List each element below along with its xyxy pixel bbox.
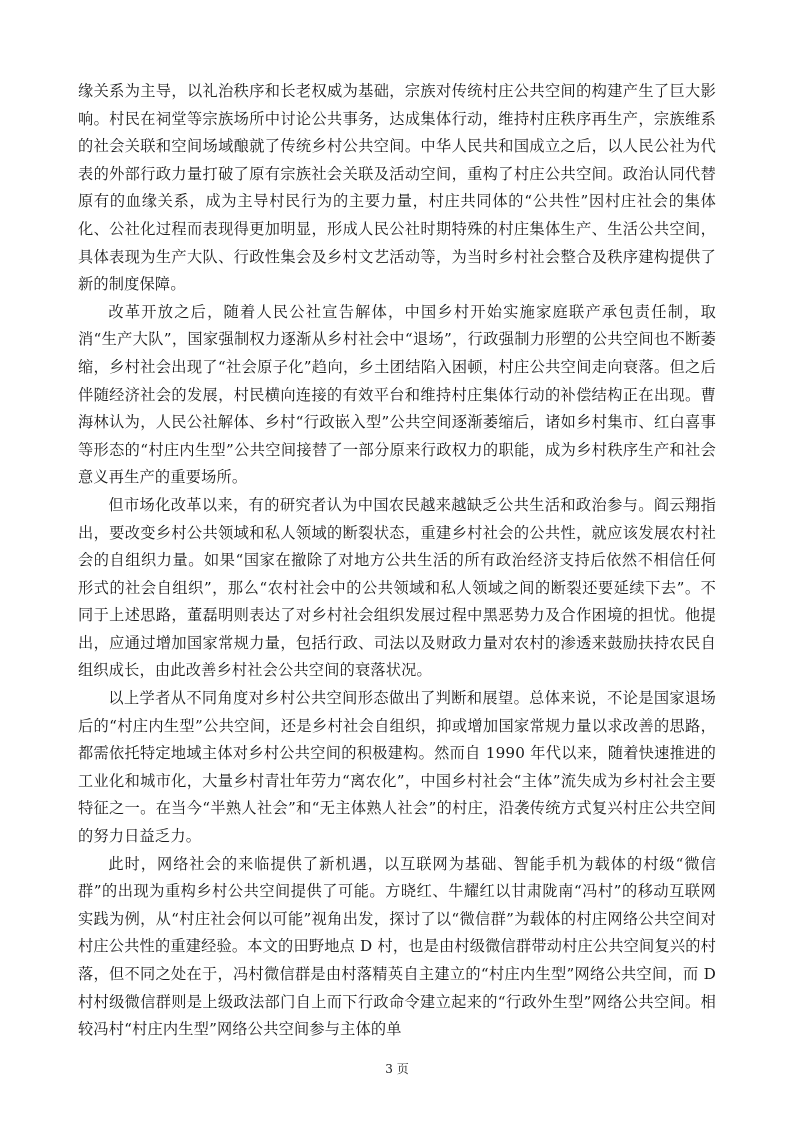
paragraph-1: 缘关系为主导，以礼治秩序和长老权威为基础，宗族对传统村庄公共空间的构建产生了巨大影响。村民在祠堂等宗族场所中讨论公共事务，达成集体行动，维持村庄秩序再生产，宗族维系的社会关联和空间场域酿就了传统乡村公共空间。中华人民共和国成立之后，以人民公社为代表的外部行政力量打破了原有宗族社会关联及活动空间，重构了村庄公共空间。政治认同代替原有的血缘关系，成为主导村民行为的主要力量，村庄共同体的“公共性”因村庄社会的集体化、公社化过程而表现得更加明显，形成人民公社时期特殊的村庄集体生产、生活公共空间，具体表现为生产大队、行政性集会及乡村文艺活动等，为当时乡村社会整合及秩序建构提供了新的制度保障。: [78, 82, 716, 294]
paragraph-2: 改革开放之后，随着人民公社宣告解体，中国乡村开始实施家庭联产承包责任制，取消“生产大队”，国家强制权力逐渐从乡村社会中“退场”，行政强制力形塑的公共空间也不断萎缩，乡村社会出现了“社会原子化”趋向，乡土团结陷入困顿，村庄公共空间走向衰落。但之后伴随经济社会的发展，村民横向连接的有效平台和维持村庄集体行动的补偿结构正在出现。曹海林认为，人民公社解体、乡村“行政嵌入型”公共空间逐渐萎缩后，诸如乡村集市、红白喜事等形态的“村庄内生型”公共空间接替了一部分原来行政权力的职能，成为乡村秩序生产和社会意义再生产的重要场所。: [78, 302, 716, 487]
document-body: [78, 78, 716, 1044]
page-number: 3 页: [385, 1062, 409, 1076]
paragraph-5: 此时，网络社会的来临提供了新机遇，以互联网为基础、智能手机为载体的村级“微信群”的出现为重构乡村公共空间提供了可能。方晓红、牛耀红以甘肃陇南“冯村”的移动互联网实践为例，从“村庄社会何以可能”视角出发，探讨了以“微信群”为载体的村庄网络公共空间对村庄公共性的重建经验。本文的田野地点 D 村，也是由村级微信群带动村庄公共空间复兴的村落，但不同之处在于，冯村微信群是由村落精英自主建立的“村庄内生型”网络公共空间，而 D 村村级微信群则是上级政法部门自上而下行政命令建立起来的“行政外生型”网络公共空间。相较冯村“村庄内生型”网络公共空间参与主体的单: [78, 854, 716, 1039]
paragraph-3: 但市场化改革以来，有的研究者认为中国农民越来越缺乏公共生活和政治参与。阎云翔指出，要改变乡村公共领域和私人领域的断裂状态，重建乡村社会的公共性，就应该发展农村社会的自组织力量。如果“国家在撤除了对地方公共生活的所有政治经济支持后依然不相信任何形式的社会自组织”，那么“农村社会中的公共领域和私人领域之间的断裂还要延续下去”。不同于上述思路，董磊明则表达了对乡村社会组织发展过程中黑恶势力及合作困境的担忧。他提出，应通过增加国家常规力量，包括行政、司法以及财政力量对农村的渗透来鼓励扶持农民自组织成长，由此改善乡村社会公共空间的衰落状况。: [78, 495, 716, 680]
paragraph-4: 以上学者从不同角度对乡村公共空间形态做出了判断和展望。总体来说，不论是国家退场后的“村庄内生型”公共空间，还是乡村社会自组织，抑或增加国家常规力量以求改善的思路，都需依托特定地域主体对乡村公共空间的积极建构。然而自 1990 年代以来，随着快速推进的工业化和城市化，大量乡村青壮年劳力“离农化”，中国乡村社会“主体”流失成为乡村社会主要特征之一。在当今“半熟人社会”和“无主体熟人社会”的村庄，沿袭传统方式复兴村庄公共空间的努力日益乏力。: [78, 689, 716, 846]
